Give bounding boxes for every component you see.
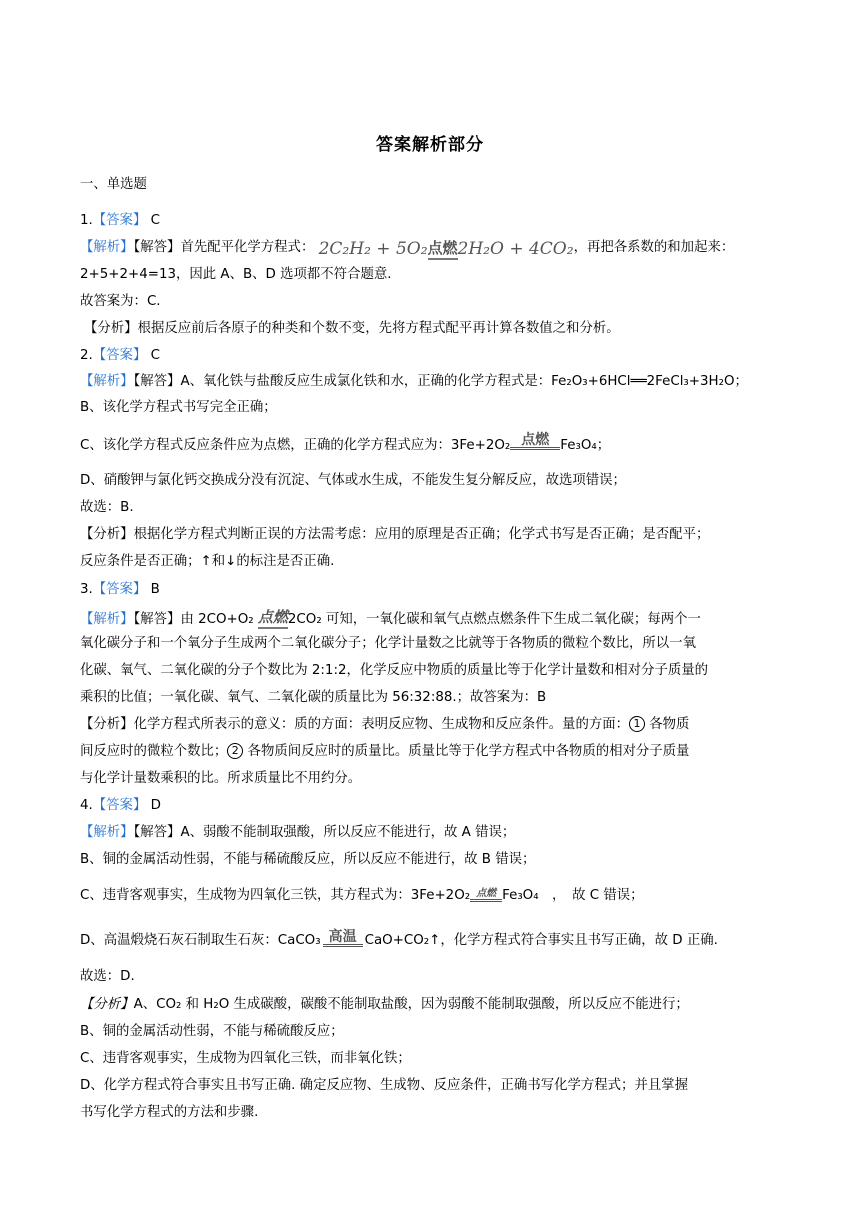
solve-label: 【解答】 [133,374,181,389]
q2-line5: 故选：B. [80,500,134,515]
q2-line4: D、硝酸钾与氯化钙交换成分没有沉淀、气体或水生成，不能发生复分解反应，故选项错误； [80,473,626,488]
q2-analysis-line1 [80,372,785,392]
q4-high-temp-condition [323,930,363,947]
q3-condition: 点燃 [258,607,288,629]
q1-text: ，再把各系数的和加起来： [573,240,735,255]
q1-line2: 2+5+2+4=13，因此 A、B、D 选项都不符合题意. [80,267,392,282]
q2-fenxi-line [80,525,785,545]
q2-answer: C [150,348,160,363]
q2-condition [510,433,560,450]
q1-eq-left: 2C₂H₂ + 5O₂ [318,239,428,259]
q2-number: 2. [80,348,93,363]
q1-number: 1. [80,213,93,228]
q2-answer-line [80,346,785,366]
q4-line8: C、违背客观事实，生成物为四氧化三铁，而非氧化铁； [80,1051,411,1066]
q4-line4 [80,931,785,951]
q4-high-temp-text: 高温 [328,929,357,945]
q1-equation [319,238,574,260]
answer-label: 【答案】 [92,798,147,813]
q3-fenxi-text: 各物质 [645,717,690,732]
analysis-label: 【解析】 [80,240,134,255]
q2-condition-text: 点燃 [521,432,550,448]
q4-text: D、高温煅烧石灰石制取生石灰：CaCO₃ [80,933,321,948]
answer-label: 【答案】 [92,348,147,363]
solve-label: 【解答】 [133,240,181,255]
q4-line10: 书写化学方程式的方法和步骤. [80,1105,259,1120]
q1-eq-right: 2H₂O + 4CO₂ [457,239,574,259]
q2-line3 [80,432,785,456]
q4-answer: D [150,798,161,813]
q4-text: Fe₃O₄ ， 故 C 错误； [502,888,644,903]
q4-number: 4. [80,798,93,813]
q2-line7: 反应条件是否正确；↑和↓的标注是否正确. [80,554,335,569]
q3-line4: 乘积的比值；一氧化碳、氧气、二氧化碳的质量比为 56:32:88.；故答案为：B [80,690,547,705]
fenxi-label: 【分析】 [84,321,138,336]
q3-line7: 与化学计量数乘积的比。所求质量比不用约分。 [80,771,362,786]
q3-answer: B [150,582,160,597]
fenxi-label: 【分析】 [80,717,134,732]
circled-number-1: 1 [629,716,645,732]
q4-text: CaO+CO₂↑，化学方程式符合事实且书写正确，故 D 正确. [364,933,718,948]
circled-number-2: 2 [227,743,243,759]
q1-fenxi-text: 根据反应前后各原子的种类和个数不变，先将方程式配平再计算各数值之和分析。 [137,321,620,336]
analysis-label: 【解析】 [80,612,134,627]
analysis-label: 【解析】 [80,374,134,389]
q4-text: A、弱酸不能制取强酸，所以反应不能进行，故 A 错误； [180,825,516,840]
analysis-label: 【解析】 [80,825,134,840]
q2-text: C、该化学方程式反应条件应为点燃，正确的化学方程式应为：3Fe+2O₂ [80,438,511,453]
q2-text: Fe₃O₄； [560,438,611,453]
q4-line9: D、化学方程式符合事实且书写正确. 确定反应物、生成物、反应条件，正确书写化学方程式；并且掌握 [80,1078,689,1093]
section-heading: 一、单选题 [80,177,147,192]
q1-text: 首先配平化学方程式： [180,240,315,255]
q3-analysis-line1 [80,607,785,627]
q4-line2: B、铜的金属活动性弱，不能与稀硫酸反应，所以反应不能进行，故 B 错误； [80,852,536,867]
q4-line7: B、铜的金属活动性弱，不能与稀硫酸反应； [80,1024,344,1039]
q3-text: 由 2CO+O₂ [180,612,258,627]
q3-fenxi-text: 化学方程式所表示的意义：质的方面：表明反应物、生成物和反应条件。量的方面： [133,717,630,732]
q4-condition [470,889,502,902]
page-title: 答案解析部分 [376,135,484,155]
q4-fenxi-line [80,995,785,1015]
q1-answer: C [150,213,160,228]
q4-analysis-line1 [80,823,785,843]
answer-label: 【答案】 [92,213,147,228]
q3-line6 [80,742,785,762]
q3-text: 2CO₂ 可知，一氧化碳和氧气点燃点燃条件下生成二氧化碳；每两个一 [287,612,701,627]
q4-fenxi-text: A、CO₂ 和 H₂O 生成碳酸，碳酸不能制取盐酸，因为弱酸不能制取强酸，所以反应不能进行； [133,997,689,1012]
q3-line2: 氧化碳分子和一个氧分子生成两个二氧化碳分子；化学计量数之比就等于各物质的微粒个数比，所以一氧 [80,636,696,651]
q2-fenxi-text: 根据化学方程式判断正误的方法需考虑：应用的原理是否正确；化学式书写是否正确；是否配平； [133,527,710,542]
q4-text: C、违背客观事实，生成物为四氧化三铁，其方程式为：3Fe+2O₂ [80,888,471,903]
q1-line3: 故答案为：C. [80,294,161,309]
q1-fenxi-line [84,319,789,339]
q3-text: 间反应时的微粒个数比； [80,744,228,759]
q2-line2: B、该化学方程式书写完全正确； [80,400,277,415]
answer-label: 【答案】 [92,582,147,597]
q3-answer-line [80,580,785,600]
q4-condition-text: 点燃 [476,888,497,899]
fenxi-label: 【分析】 [80,997,134,1012]
q1-eq-condition: 点燃 [428,238,458,260]
q4-line5: 故选：D. [80,969,135,984]
fenxi-label: 【分析】 [80,527,134,542]
solve-label: 【解答】 [133,612,181,627]
q4-line3 [80,886,785,906]
q1-answer-line [80,211,785,231]
q4-answer-line [80,796,785,816]
q4-condition-bar [470,899,502,902]
q3-text: 各物质间反应时的质量比。质量比等于化学方程式中各物质的相对分子质量 [243,744,690,759]
q1-analysis-line1 [80,238,785,258]
q3-line3: 化碳、氧气、二氧化碳的分子个数比为 2:1:2，化学反应中物质的质量比等于化学计量数和相对分子质量的 [80,663,709,678]
q3-fenxi-line [80,715,785,735]
solve-label: 【解答】 [133,825,181,840]
q3-number: 3. [80,582,93,597]
q2-text: A、氧化铁与盐酸反应生成氯化铁和水，正确的化学方程式是：Fe₂O₃+6HCl══2FeCl₃+3H₂O； [180,374,748,389]
